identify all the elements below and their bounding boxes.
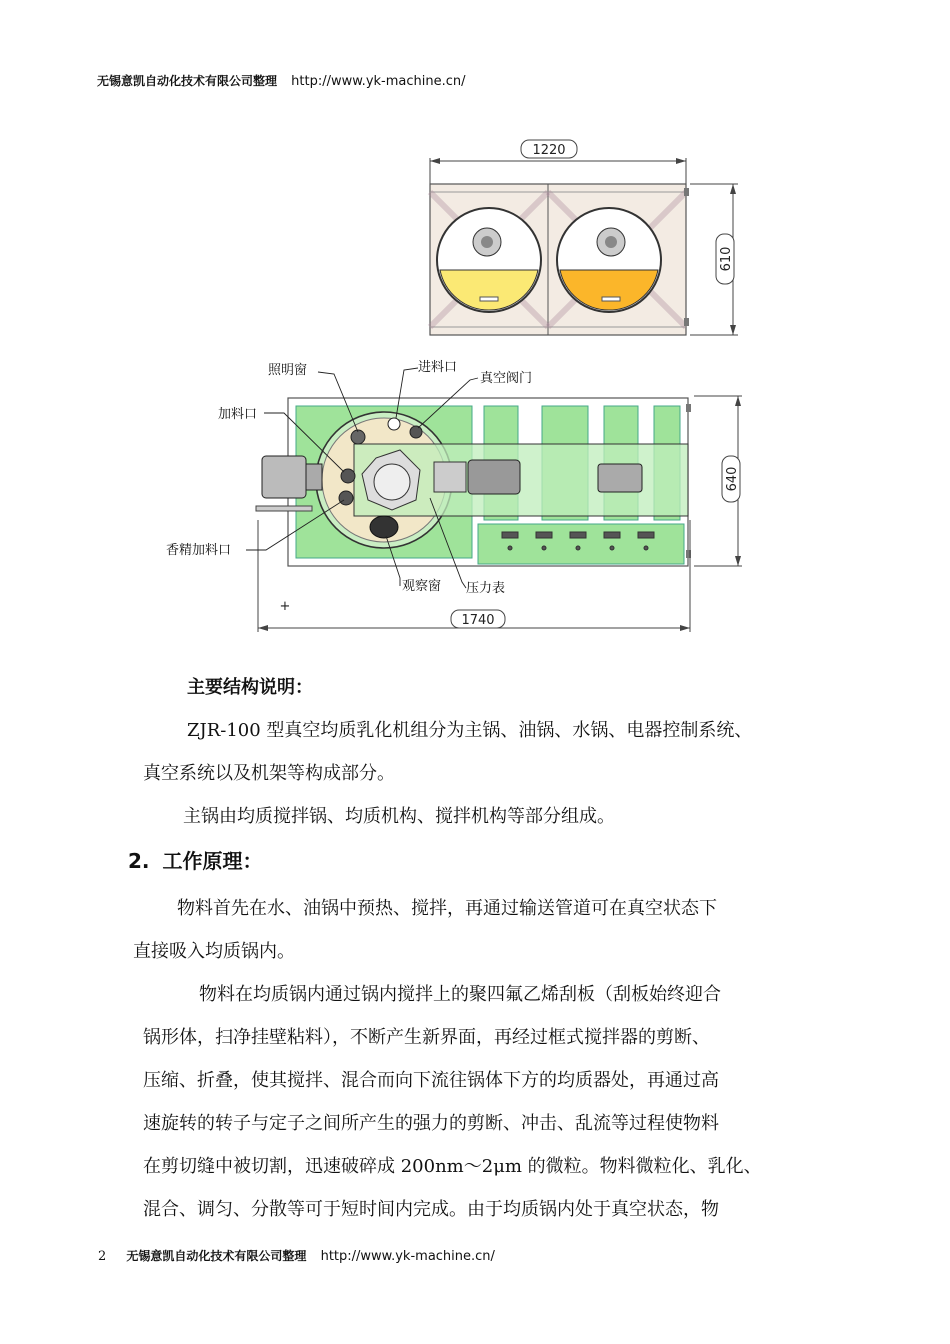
front-view [166,359,742,632]
structure-para1-line2: 真空系统以及机架等构成部分。 [143,763,395,784]
principle-heading [128,845,262,874]
top-view [430,140,738,335]
page-footer [98,1247,495,1264]
label-fragrance-port: 香精加料口 [166,543,232,558]
label-charging-port: 加料口 [218,407,258,422]
label-observation-window: 观察窗 [402,579,442,594]
label-pressure-gauge: 压力表 [466,581,506,596]
svg-text:+: + [279,599,291,614]
principle-para2-line: 在剪切缝中被切割，迅速破碎成 200nm～2μm 的微粒。物料微粒化、乳化、 [143,1156,762,1177]
structure-para2: 主锅由均质搅拌锅、均质机构、搅拌机构等部分组成。 [183,806,615,827]
machine-drawing [0,0,950,660]
label-vacuum-valve: 真空阀门 [480,371,533,386]
footer-url[interactable]: http://www.yk-machine.cn/ [320,1249,495,1264]
structure-heading [187,676,313,700]
structure-heading-text: 主要结构说明 [187,677,295,698]
footer-company: 无锡意凯自动化技术有限公司整理 [126,1249,307,1263]
label-lighting-window: 照明窗 [268,363,308,378]
dim-front-height: 640 [725,466,740,492]
principle-para2-line: 物料在均质锅内通过锅内搅拌上的聚四氟乙烯刮板（刮板始终迎合 [199,984,721,1005]
header-company: 无锡意凯自动化技术有限公司整理 [97,74,278,88]
principle-para2-line: 压缩、折叠，使其搅拌、混合而向下流往锅体下方的均质器处，再通过高 [143,1070,719,1091]
dim-top-width: 1220 [532,143,566,158]
principle-para2-line: 锅形体，扫净挂壁粘料），不断产生新界面，再经过框式搅拌器的剪断、 [143,1027,710,1048]
principle-heading-text: 工作原理 [162,849,243,873]
dim-top-depth: 610 [719,246,734,272]
page-number: 2 [98,1249,107,1264]
dim-front-width: 1740 [461,613,495,628]
structure-para1-line1: ZJR-100 型真空均质乳化机组分为主锅、油锅、水锅、电器控制系统、 [187,720,753,741]
principle-para2-line: 速旋转的转子与定子之间所产生的强力的剪断、冲击、乱流等过程使物料 [143,1113,719,1134]
header-url[interactable]: http://www.yk-machine.cn/ [291,74,466,89]
principle-para1-line2: 直接吸入均质锅内。 [133,941,295,962]
principle-para2-line: 混合、调匀、分散等可于短时间内完成。由于均质锅内处于真空状态，物 [143,1199,719,1220]
structure-heading-colon: ： [295,677,313,698]
principle-number: 2. [128,849,150,873]
label-feed-port: 进料口 [418,360,458,375]
principle-heading-colon: ： [242,849,263,873]
principle-para1-line1: 物料首先在水、油锅中预热、搅拌，再通过输送管道可在真空状态下 [177,898,717,919]
